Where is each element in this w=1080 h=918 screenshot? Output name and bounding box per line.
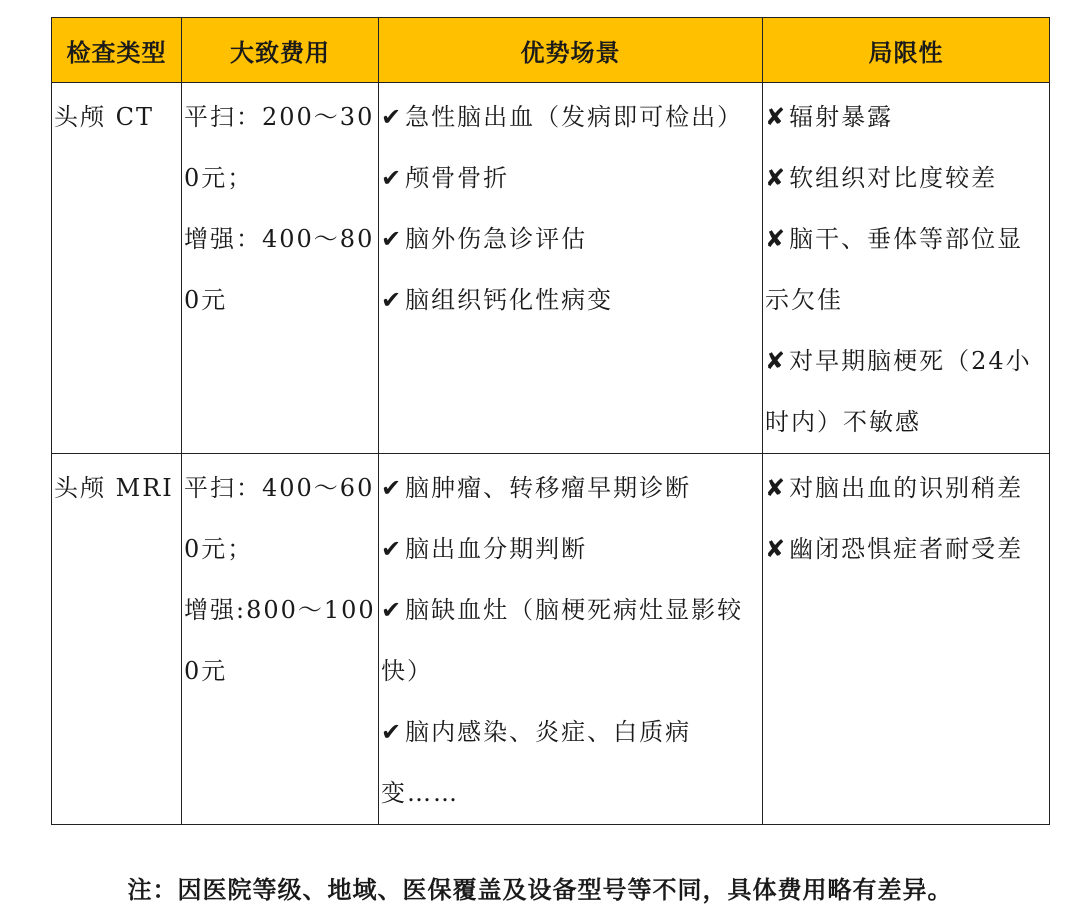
check-icon: ✔: [381, 164, 404, 192]
cross-icon: ✘: [765, 347, 788, 375]
advantage-item: ✔脑出血分期判断: [381, 535, 588, 563]
advantage-item: ✔脑肿瘤、转移瘤早期诊断: [381, 474, 692, 502]
header-cost: 大致费用: [182, 18, 379, 83]
check-icon: ✔: [381, 718, 404, 746]
cost-line: 增强：400～800元: [184, 225, 375, 314]
advantage-item: ✔急性脑出血（发病即可检出）: [381, 103, 744, 131]
check-icon: ✔: [381, 103, 404, 131]
limitation-item: ✘对早期脑梗死（24小时内）不敏感: [765, 347, 1032, 436]
cross-icon: ✘: [765, 164, 788, 192]
table-row: [52, 83, 1050, 454]
check-icon: ✔: [381, 474, 404, 502]
advantages-cell: [379, 454, 763, 825]
cross-icon: ✘: [765, 535, 788, 563]
cost-cell: [182, 454, 379, 825]
advantage-item: ✔脑缺血灶（脑梗死病灶显影较快）: [381, 596, 744, 685]
limitation-item: ✘脑干、垂体等部位显示欠佳: [765, 225, 1024, 314]
cross-icon: ✘: [765, 474, 788, 502]
limitations-cell: [763, 454, 1050, 825]
check-icon: ✔: [381, 225, 404, 253]
limitation-item: ✘对脑出血的识别稍差: [765, 474, 1024, 502]
cross-icon: ✘: [765, 225, 788, 253]
footnote: 注：因医院等级、地域、医保覆盖及设备型号等不同，具体费用略有差异。: [127, 875, 953, 904]
comparison-table: [51, 17, 1050, 825]
limitation-item: ✘软组织对比度较差: [765, 164, 998, 192]
table-row: [52, 454, 1050, 825]
cost-line: 平扫：400～600元；: [184, 474, 375, 563]
check-icon: ✔: [381, 286, 404, 314]
cost-cell: [182, 83, 379, 454]
advantage-item: ✔颅骨骨折: [381, 164, 510, 192]
header-limitations: 局限性: [763, 18, 1050, 83]
header-row: [52, 18, 1050, 83]
cost-line: 增强:800～1000元: [184, 596, 376, 685]
advantage-item: ✔脑外伤急诊评估: [381, 225, 588, 253]
cost-line: 平扫：200～300元；: [184, 103, 375, 192]
advantage-item: ✔脑内感染、炎症、白质病变……: [381, 718, 692, 807]
cross-icon: ✘: [765, 103, 788, 131]
exam-type-cell: 头颅 CT: [52, 83, 182, 454]
advantages-cell: [379, 83, 763, 454]
check-icon: ✔: [381, 596, 404, 624]
header-exam-type: 检查类型: [52, 18, 182, 83]
limitations-cell: [763, 83, 1050, 454]
check-icon: ✔: [381, 535, 404, 563]
limitation-item: ✘幽闭恐惧症者耐受差: [765, 535, 1024, 563]
exam-type-cell: 头颅 MRI: [52, 454, 182, 825]
limitation-item: ✘辐射暴露: [765, 103, 894, 131]
header-advantages: 优势场景: [379, 18, 763, 83]
advantage-item: ✔脑组织钙化性病变: [381, 286, 614, 314]
